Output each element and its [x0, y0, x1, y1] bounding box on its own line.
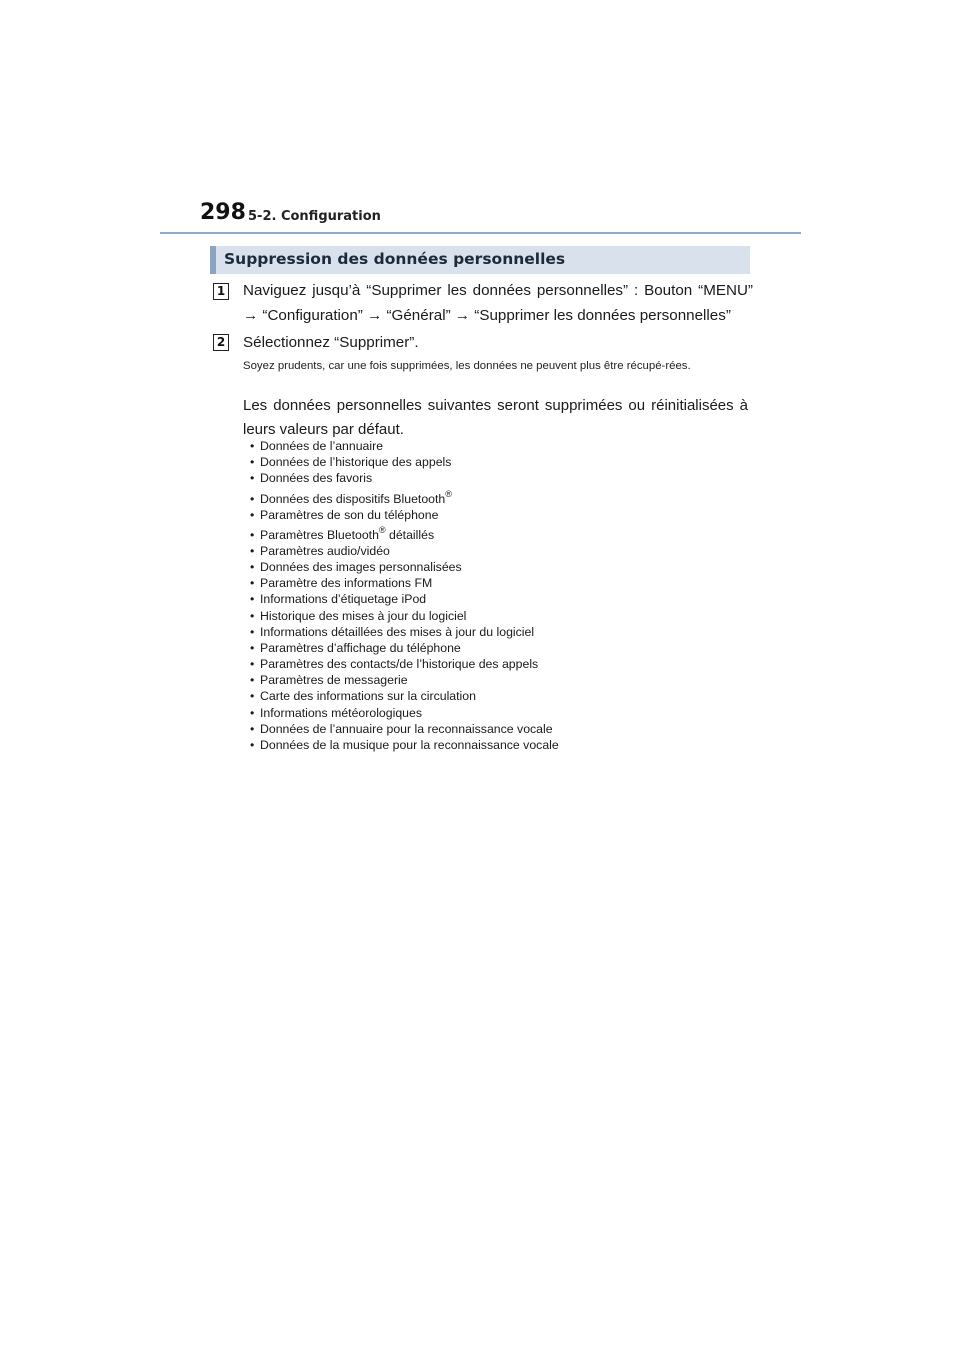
bullet: • [250, 689, 255, 704]
list-item-text: Historique des mises à jour du logiciel [260, 608, 467, 623]
list-item-text: Informations détaillées des mises à jour du logiciel [260, 624, 535, 639]
list-item [250, 624, 559, 640]
section-title: Suppression des données personnelles [224, 250, 566, 268]
bullet: • [250, 543, 255, 558]
bullet: • [250, 705, 255, 720]
list-item [250, 591, 559, 607]
list-item [250, 487, 559, 507]
deleted-data-list [250, 438, 559, 753]
header-rule [160, 232, 801, 234]
bullet: • [250, 721, 255, 736]
step-1-badge: 1 [213, 283, 229, 300]
list-item [250, 656, 559, 672]
list-item [250, 575, 559, 591]
bullet: • [250, 592, 255, 607]
list-item-text: Paramètres de son du téléphone [260, 507, 439, 522]
list-item-text: Paramètres Bluetooth [260, 527, 379, 542]
page-number: 298 [200, 200, 246, 225]
bullet: • [250, 439, 255, 453]
list-item-text: Données des favoris [260, 471, 373, 486]
list-item [250, 705, 559, 721]
list-item-text: Données de l’historique des appels [260, 455, 452, 470]
bullet: • [250, 527, 255, 542]
bullet: • [250, 491, 255, 506]
intro-paragraph: Les données personnelles suivantes seront supprimées ou réinitialisées à leurs valeurs par défaut. [243, 397, 748, 438]
step-1-line-1: Naviguez jusqu’à “Supprimer les données personnelles” : Bouton “MENU” [243, 282, 753, 299]
step-1-text [243, 278, 753, 328]
list-item [250, 608, 559, 624]
list-item-text: Paramètres des contacts/de l’historique des appels [260, 657, 539, 672]
list-item-text: Paramètres d’affichage du téléphone [260, 640, 461, 655]
bullet: • [250, 657, 255, 672]
step-1-line-2: → “Configuration” → “Général” → “Supprimer les données personnelles” [243, 307, 731, 324]
list-item-text: Données de l’annuaire pour la reconnaissance vocale [260, 721, 553, 736]
list-item-text: Paramètre des informations FM [260, 576, 433, 591]
list-item [250, 438, 559, 454]
list-item [250, 454, 559, 470]
list-item [250, 543, 559, 559]
list-item-text: Paramètres de messagerie [260, 673, 408, 688]
list-item [250, 559, 559, 575]
step-2-badge: 2 [213, 334, 229, 351]
list-item-text: Informations météorologiques [260, 705, 422, 720]
registered-mark: ® [378, 524, 386, 535]
bullet: • [250, 471, 255, 486]
list-item [250, 640, 559, 656]
list-item [250, 672, 559, 688]
list-item [250, 507, 559, 523]
bullet: • [250, 738, 255, 752]
bullet: • [250, 624, 255, 639]
list-item-text: Informations d’étiquetage iPod [260, 592, 427, 607]
list-item-text: Données de la musique pour la reconnaissance vocale [260, 738, 559, 752]
list-item-text: Paramètres audio/vidéo [260, 543, 390, 558]
bullet: • [250, 640, 255, 655]
caution-note: Soyez prudents, car une fois supprimées, les données ne peuvent plus être récupé-rées. [243, 360, 691, 372]
list-item [250, 523, 559, 543]
list-item [250, 470, 559, 486]
section-header [210, 246, 750, 274]
list-item-text-suffix: détaillés [385, 527, 435, 542]
bullet: • [250, 608, 255, 623]
bullet: • [250, 673, 255, 688]
registered-mark: ® [445, 488, 452, 499]
chapter-title: 5-2. Configuration [248, 209, 381, 224]
list-item-text: Données des images personnalisées [260, 559, 462, 574]
list-item [250, 737, 559, 753]
bullet: • [250, 455, 255, 470]
bullet: • [250, 559, 255, 574]
step-2-text: Sélectionnez “Supprimer”. [243, 334, 419, 351]
bullet: • [250, 576, 255, 591]
section-accent [210, 246, 216, 274]
list-item-text: Carte des informations sur la circulation [260, 689, 476, 704]
list-item [250, 721, 559, 737]
list-item-text: Données des dispositifs Bluetooth [260, 491, 446, 506]
bullet: • [250, 507, 255, 522]
list-item-text: Données de l’annuaire [260, 439, 384, 453]
list-item [250, 688, 559, 704]
